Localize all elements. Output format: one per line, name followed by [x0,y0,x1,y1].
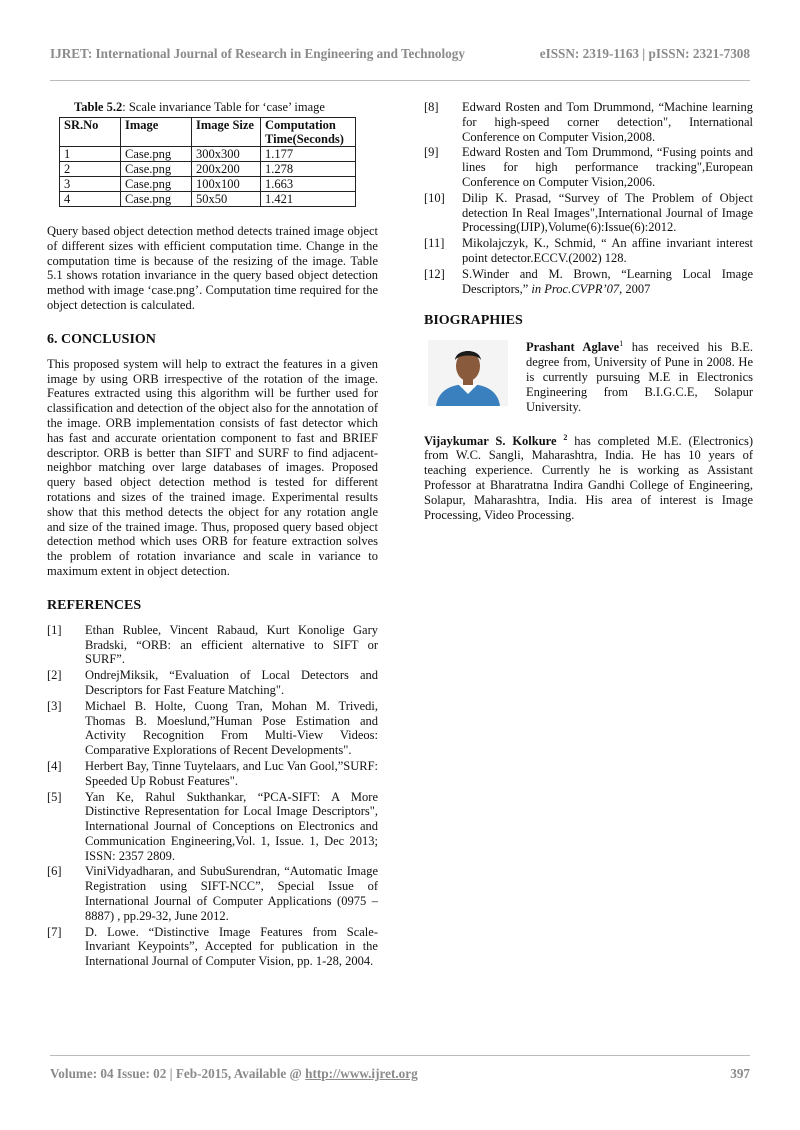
biography-1 [424,337,753,414]
col-header-computation-time: Computation Time(Seconds) [261,118,356,147]
table-cell: Case.png [121,147,192,162]
reference-text: Edward Rosten and Tom Drummond, “Machine learning for high-speed corner detection", International Conference on Computer Vision,2008. [462,100,753,144]
issn-info: eISSN: 2319-1163 | pISSN: 2321-7308 [539,46,750,61]
reference-text: OndrejMiksik, “Evaluation of Local Detectors and Descriptors for Fast Feature Matching". [85,668,378,697]
page-footer [50,1066,750,1082]
reference-item [424,267,753,297]
reference-text: ViniVidyadharan, and SubuSurendran, “Automatic Image Registration using SIFT-NCC”, Special Issue of International Journal of Computer Applications (0975 – 8887) , pp.29-32, June 2012. [85,864,378,923]
reference-item [47,759,378,789]
table-row [60,177,356,192]
reference-item [424,236,753,266]
col-header-image: Image [121,118,192,147]
reference-text: Mikolajczyk, K., Schmid, “ An affine invariant interest point detector.ECCV.(2002) 128. [462,236,753,265]
reference-list-right [424,100,753,296]
table-cell: 1.663 [261,177,356,192]
col-header-image-size: Image Size [192,118,261,147]
reference-number: [8] [424,100,439,114]
reference-item [47,790,378,864]
table-cell: 2 [60,162,121,177]
footer-volume [50,1066,418,1082]
bio2-text: has completed M.E. (Electronics) from W.C. Sangli, Maharashtra, India. He has 10 years of teaching experience. Currently he is working as Assistant Professor at Bharatratna Indira Gandhi College of Engineering, Solapur, Maharashtra, India. His area of interest is Image Processing, Video Processing. [424,433,753,522]
reference-item [47,623,378,667]
reference-item [47,699,378,758]
bio1-sup: 1 [619,339,624,349]
header-divider [50,80,750,81]
reference-text: D. Lowe. “Distinctive Image Features from Scale-Invariant Keypoints”, Accepted for publication in the International Journal of Computer Vision, pp. 1-28, 2004. [85,924,378,969]
reference-number: [2] [47,668,62,683]
conclusion-paragraph: This proposed system will help to extract the features in a given image by using ORB irrespective of the rotation of the image. Features extracted using this algorithm will be further used for classification and detection of the object also for the annotation of the image. ORB implementation consists of fast detector which has fast and accurate orientation component to fast and BRIEF descriptor. ORB is better than SIFT and SURF to find adjacent-neighbor matching over large databases of images. Proposed query based object detection method is tested for different rotations and sizes of the trained image. Experimental results show that this method detects the object for any rotation angle and size of the trained image. Thus, proposed query based object detection method which uses ORB for feature extraction solves the problem of rotation invariance and scale in variance to maximum extent in object detection. [47,356,378,578]
conclusion-heading: 6. CONCLUSION [47,331,156,347]
table-cell: 4 [60,192,121,207]
reference-list-left [47,623,378,969]
reference-item [424,191,753,235]
reference-text: Herbert Bay, Tinne Tuytelaars, and Luc Van Gool,”SURF: Speeded Up Robust Features". [85,758,378,788]
table-header-row [60,118,356,147]
reference-number: [1] [47,622,62,637]
table-cell: 1 [60,147,121,162]
table-cell: 3 [60,177,121,192]
reference-text: Yan Ke, Rahul Sukthankar, “PCA-SIFT: A More Distinctive Representation for Local Image Descriptors", International Journal of Conceptions on Electronics and Communication Engineering,Vol. 1, Issue. 1, Dec 2013; ISSN: 2357 2809. [85,789,378,863]
table-cell: Case.png [121,162,192,177]
reference-item [424,100,753,144]
table-caption-text: : Scale invariance Table for ‘case’ image [122,100,325,114]
results-paragraph: Query based object detection method detects trained image object of different sizes with efficient computation time. Change in the computation time is because of the resizing of the image. Table 5.1 shows rotation invariance in the query based object detection method with image ‘case.png’. Computation time required for the object detection is calculated. [47,224,378,312]
reference-item [47,668,378,698]
biography-2 [424,431,753,523]
footer-link[interactable]: http://www.ijret.org [305,1066,418,1081]
reference-item [47,864,378,923]
left-column [47,100,378,970]
reference-number: [5] [47,789,62,804]
reference-text-main: S.Winder and M. Brown, “Learning Local Image Descriptors,” [462,266,753,296]
reference-number: [10] [424,190,445,205]
journal-title: IJRET: International Journal of Research in Engineering and Technology [50,46,465,61]
reference-text: Dilip K. Prasad, “Survey of The Problem of Object detection In Real Images",International Journal of Image Processing(IJIP),Volume(6):Issue(6):2012. [462,190,753,235]
table-cell: 50x50 [192,192,261,207]
reference-text-tail: , 2007 [619,281,651,296]
table-row [60,192,356,207]
table-caption [21,100,378,115]
reference-text-italic: in Proc.CVPR’07 [531,281,620,296]
page-number: 397 [730,1066,750,1081]
reference-text: Ethan Rublee, Vincent Rabaud, Kurt Konolige Gary Bradski, “ORB: an efficient alternative to SIFT or SURF”. [85,622,378,667]
reference-text [462,267,753,297]
biographies-heading: BIOGRAPHIES [424,313,523,329]
bio1-text: has received his B.E. degree from, University of Pune in 2008. He is currently pursuing M.E in Electronics Engineering from B.I.G.C.E, Solapur University. [526,340,753,414]
bio2-sup: 2 [563,432,568,442]
table-cell: 100x100 [192,177,261,192]
table-caption-label: Table 5.2 [74,100,123,114]
reference-number: [12] [424,266,445,281]
right-column [424,100,753,522]
bio1-name: Prashant Aglave [526,340,620,355]
table-cell: 1.177 [261,147,356,162]
reference-number: [7] [47,924,62,939]
table-cell: 1.278 [261,162,356,177]
table-row [60,147,356,162]
reference-item [47,925,378,969]
reference-text: Michael B. Holte, Cuong Tran, Mohan M. Trivedi, Thomas B. Moeslund,”Human Pose Estimation and Activity Recognition From Multi-View Videos: Comparative Explorations of Recent Developments". [85,698,378,758]
author-photo [428,340,508,406]
bio2-name: Vijaykumar S. Kolkure [424,433,564,448]
reference-number: [4] [47,758,62,773]
table-cell: Case.png [121,192,192,207]
reference-text: Edward Rosten and Tom Drummond, “Fusing points and lines for high performance tracking",European Conference on Computer Vision,2006. [462,145,753,189]
page-header [50,46,750,62]
footer-divider [50,1055,750,1056]
col-header-srno: SR.No [60,118,121,147]
table-cell: 300x300 [192,147,261,162]
footer-volume-text: Volume: 04 Issue: 02 | Feb-2015, Available @ [50,1066,306,1081]
table-cell: Case.png [121,177,192,192]
reference-number: [6] [47,864,62,879]
reference-number: [3] [47,698,62,713]
scale-invariance-table [59,117,356,207]
reference-number: [11] [424,236,445,251]
reference-item [424,145,753,189]
reference-number: [9] [424,145,439,160]
references-heading: REFERENCES [47,597,142,613]
table-cell: 1.421 [261,192,356,207]
table-cell: 200x200 [192,162,261,177]
table-row [60,162,356,177]
